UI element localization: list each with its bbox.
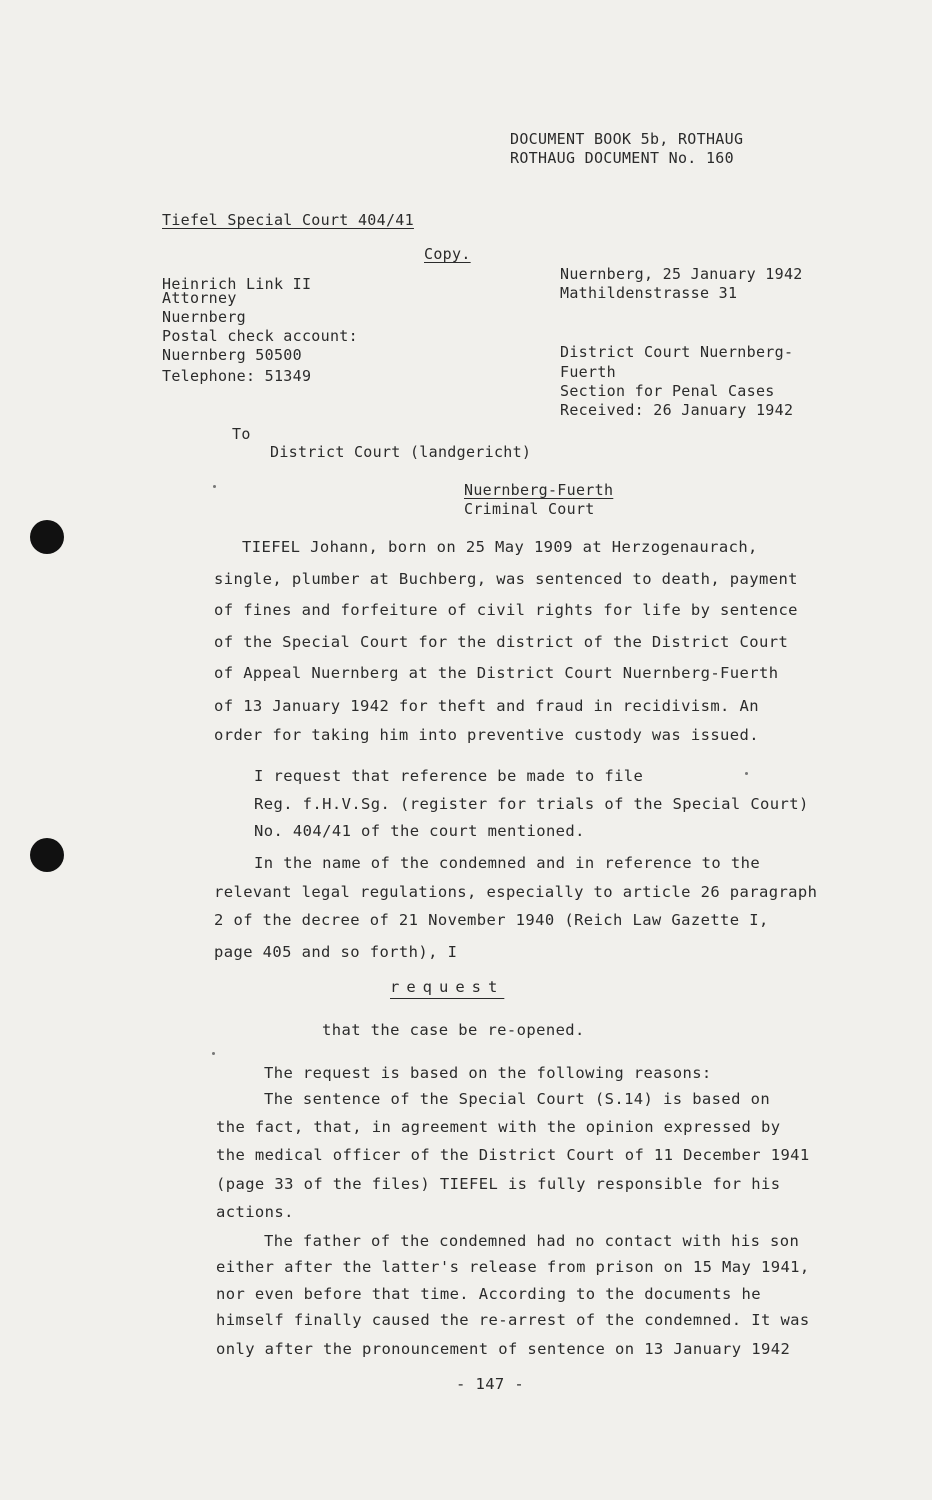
recipient-court: District Court (landgericht) (270, 443, 532, 461)
paragraph-2-line: Reg. f.H.V.Sg. (register for trials of the Special Court) (254, 795, 809, 813)
recipient-to: To (232, 425, 251, 443)
copy-label: Copy. (424, 245, 471, 263)
stamp-line-3: Section for Penal Cases (560, 382, 775, 400)
paragraph-1-line: of 13 January 1942 for theft and fraud in recidivism. An (214, 697, 759, 715)
paragraph-3-line: relevant legal regulations, especially to article 26 paragraph (214, 883, 818, 901)
punch-hole-bottom (30, 838, 64, 872)
paragraph-2-line: I request that reference be made to file (254, 767, 644, 785)
paragraph-1-line: TIEFEL Johann, born on 25 May 1909 at Herzogenaurach, (242, 538, 758, 556)
paragraph-3-line: page 405 and so forth), I (214, 943, 458, 961)
paragraph-1-line: order for taking him into preventive custody was issued. (214, 726, 759, 744)
request-text: that the case be re-opened. (322, 1021, 585, 1039)
paragraph-4-line: the fact, that, in agreement with the opinion expressed by (216, 1118, 781, 1136)
stamp-line-4: Received: 26 January 1942 (560, 401, 794, 419)
sender-city: Nuernberg (162, 308, 246, 326)
sender-postal-account: Nuernberg 50500 (162, 346, 302, 364)
paragraph-4-line: (page 33 of the files) TIEFEL is fully responsible for his (216, 1175, 781, 1193)
speck (212, 1052, 215, 1055)
page-number: - 147 - (456, 1375, 525, 1393)
paragraph-3-line: 2 of the decree of 21 November 1940 (Reich Law Gazette I, (214, 911, 769, 929)
paragraph-3-line: In the name of the condemned and in reference to the (254, 854, 761, 872)
sender-title: Attorney (162, 289, 237, 307)
document-number-header: ROTHAUG DOCUMENT No. 160 (510, 149, 734, 167)
paragraph-5-line: nor even before that time. According to the documents he (216, 1285, 761, 1303)
speck (745, 772, 748, 775)
paragraph-1-line: of the Special Court for the district of the District Court (214, 633, 789, 651)
paragraph-4-line: the medical officer of the District Court of 11 December 1941 (216, 1146, 810, 1164)
paragraph-4-line: The sentence of the Special Court (S.14) is based on (264, 1090, 771, 1108)
paragraph-5-line: either after the latter's release from prison on 15 May 1941, (216, 1258, 810, 1276)
paragraph-5-line: The father of the condemned had no contact with his son (264, 1232, 800, 1250)
sender-telephone: Telephone: 51349 (162, 367, 312, 385)
paragraph-1-line: of Appeal Nuernberg at the District Court Nuernberg-Fuerth (214, 664, 779, 682)
speck (213, 485, 216, 488)
request-heading: request (390, 978, 505, 996)
recipient-city: Nuernberg-Fuerth (464, 481, 614, 499)
paragraph-2-line: No. 404/41 of the court mentioned. (254, 822, 585, 840)
recipient-division: Criminal Court (464, 500, 595, 518)
place-date: Nuernberg, 25 January 1942 (560, 265, 803, 283)
document-book-header: DOCUMENT BOOK 5b, ROTHAUG (510, 130, 744, 148)
paragraph-1-line: of fines and forfeiture of civil rights for life by sentence (214, 601, 798, 619)
paragraph-5-line: himself finally caused the re-arrest of the condemned. It was (216, 1311, 810, 1329)
sender-name: Heinrich Link II (162, 275, 312, 293)
paragraph-4-line: The request is based on the following reasons: (264, 1064, 712, 1082)
paragraph-1-line: single, plumber at Buchberg, was sentenced to death, payment (214, 570, 798, 588)
stamp-line-2: Fuerth (560, 363, 616, 381)
case-reference: Tiefel Special Court 404/41 (162, 211, 414, 229)
paragraph-4-line: actions. (216, 1203, 294, 1221)
street-address: Mathildenstrasse 31 (560, 284, 738, 302)
punch-hole-top (30, 520, 64, 554)
sender-postal-label: Postal check account: (162, 327, 358, 345)
stamp-line-1: District Court Nuernberg- (560, 343, 794, 361)
paragraph-5-line: only after the pronouncement of sentence on 13 January 1942 (216, 1340, 791, 1358)
